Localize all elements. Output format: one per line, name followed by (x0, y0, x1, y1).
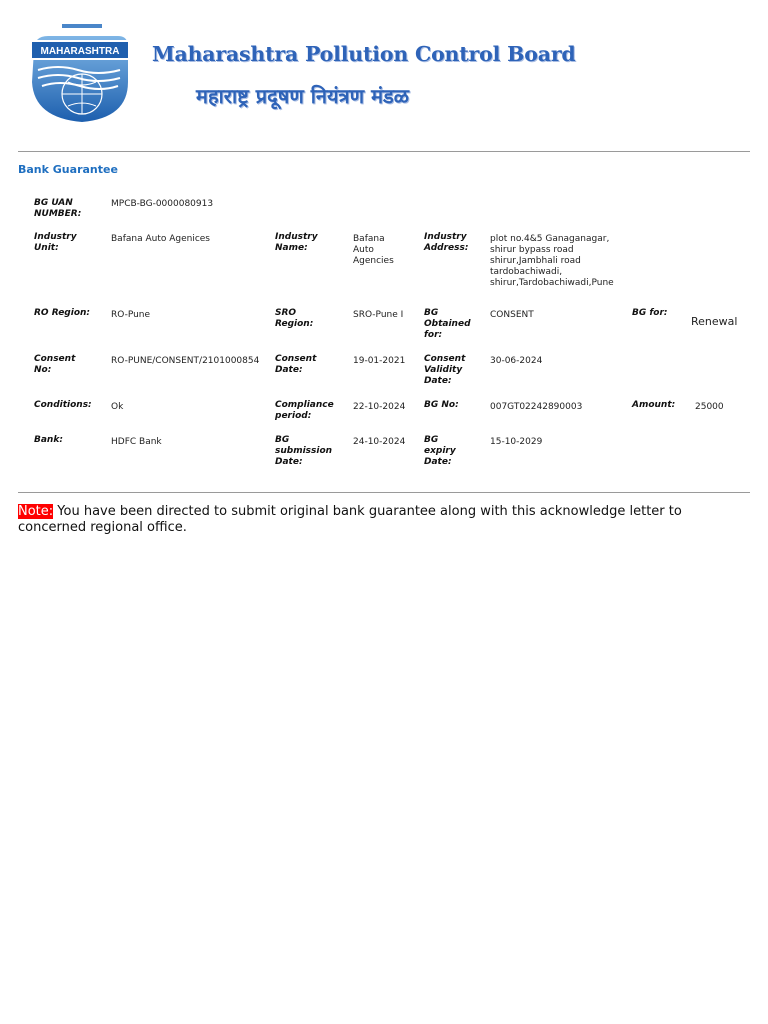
conditions-value: Ok (111, 402, 124, 412)
bg-for-label: BG for: (632, 308, 668, 318)
letterhead (0, 0, 768, 140)
sro-region-value: SRO-Pune I (353, 310, 404, 320)
consent-no-value: RO-PUNE/CONSENT/2101000854 (111, 356, 260, 366)
amount-value: 25000 (695, 402, 724, 412)
industry-unit-label: Industry Unit: (34, 232, 77, 253)
bg-expiry-date-value: 15-10-2029 (490, 437, 543, 447)
bg-uan-label: BG UAN NUMBER: (34, 198, 82, 219)
industry-name-value: Bafana Auto Agencies (353, 234, 394, 266)
amount-label: Amount: (632, 400, 676, 410)
bg-submission-date-label: BG submission Date: (275, 435, 333, 467)
consent-validity-date-label: Consent Validity Date: (424, 354, 466, 386)
mpcb-logo-icon (24, 22, 134, 126)
consent-validity-date-value: 30-06-2024 (490, 356, 543, 366)
note-label: Note: (18, 504, 54, 519)
ro-region-label: RO Region: (34, 308, 91, 318)
bg-obtained-for-value: CONSENT (490, 310, 534, 320)
org-title-english: Maharashtra Pollution Control Board (152, 42, 576, 66)
compliance-period-label: Compliance period: (275, 400, 334, 421)
bg-submission-date-value: 24-10-2024 (353, 437, 406, 447)
conditions-label: Conditions: (34, 400, 92, 410)
bank-value: HDFC Bank (111, 437, 162, 447)
compliance-period-value: 22-10-2024 (353, 402, 406, 412)
bottom-divider (18, 492, 750, 493)
bg-obtained-for-label: BG Obtained for: (424, 308, 471, 340)
bg-no-label: BG No: (424, 400, 459, 410)
org-title-marathi: महाराष्ट्र प्रदूषण नियंत्रण मंडळ (196, 84, 409, 108)
consent-no-label: Consent No: (34, 354, 76, 375)
top-divider (18, 151, 750, 152)
note-paragraph (18, 504, 753, 536)
bg-expiry-date-label: BG expiry Date: (424, 435, 456, 467)
industry-name-label: Industry Name: (275, 232, 318, 253)
bg-no-value: 007GT02242890003 (490, 402, 583, 412)
industry-unit-value: Bafana Auto Agenices (111, 234, 210, 244)
bank-label: Bank: (34, 435, 63, 445)
industry-address-label: Industry Address: (424, 232, 469, 253)
sro-region-label: SRO Region: (275, 308, 314, 329)
consent-date-value: 19-01-2021 (353, 356, 406, 366)
section-title: Bank Guarantee (18, 163, 118, 176)
consent-date-label: Consent Date: (275, 354, 317, 375)
bg-uan-value: MPCB-BG-0000080913 (111, 199, 214, 209)
industry-address-value: plot no.4&5 Ganaganagar, shirur bypass road shirur,Jambhali road tardobachiwadi, shirur,Tardobachiwadi,Pune (490, 234, 614, 288)
note-text: You have been directed to submit original bank guarantee along with this acknowledge letter to concerned regional office. (18, 504, 682, 535)
ro-region-value: RO-Pune (111, 310, 151, 320)
logo-text: MAHARASHTRA (40, 46, 120, 57)
bg-for-value: Renewal (691, 315, 738, 328)
